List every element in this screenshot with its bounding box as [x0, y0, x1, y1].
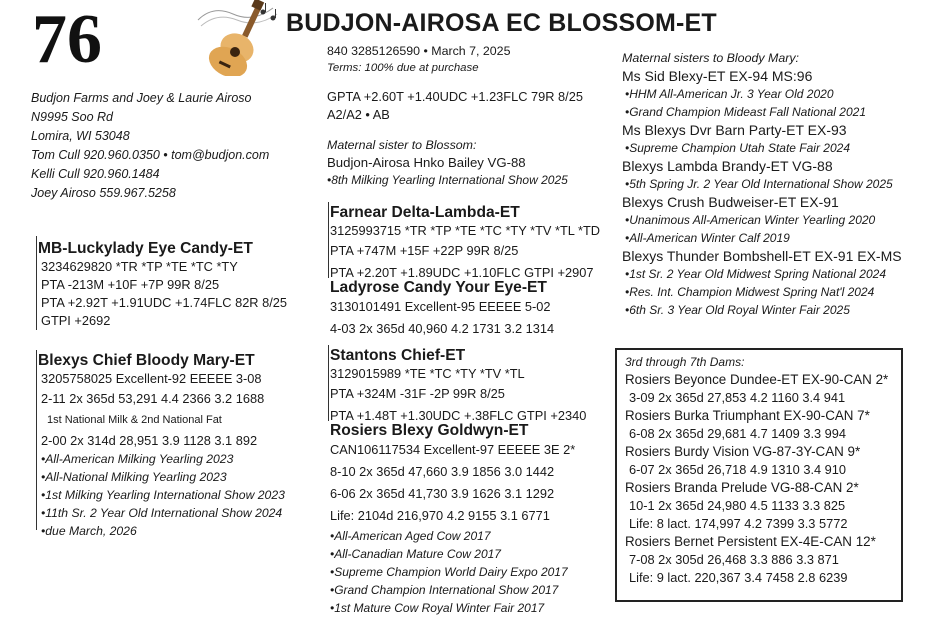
sister-name: Ms Blexys Dvr Barn Party-ET EX-93 — [622, 122, 847, 138]
sister-name: Ms Sid Blexy-ET EX-94 MS:96 — [622, 68, 813, 84]
ancestor-dam-name: Rosiers Burdy Vision VG-87-3Y-CAN 9* — [625, 444, 861, 459]
ancestor-dam-record: 7-08 2x 305d 26,468 3.3 886 3.3 871 — [629, 552, 839, 567]
dam-of-sire-name: Ladyrose Candy Your Eye-ET — [330, 279, 547, 296]
granddam-honor: •All-American Aged Cow 2017 — [330, 529, 491, 543]
contact-tom: Tom Cull 920.960.0350 • tom@budjon.com — [31, 148, 270, 162]
dam-name: Blexys Chief Bloody Mary-ET — [38, 352, 255, 369]
sire-of-sire-line: PTA +747M +15F +22P 99R 8/25 — [330, 243, 519, 258]
granddam-honor: •Grand Champion International Show 2017 — [330, 583, 559, 597]
terms: Terms: 100% due at purchase — [327, 62, 479, 74]
sire-sire-divider — [328, 202, 329, 278]
ancestor-dam-record: 10-1 2x 365d 24,980 4.5 1133 3.3 825 — [629, 498, 846, 513]
lot-number: 76 — [32, 1, 102, 78]
sister-name: Budjon-Airosa Hnko Bailey VG-88 — [327, 155, 526, 170]
box-heading: 3rd through 7th Dams: — [625, 355, 745, 369]
granddam-block — [330, 421, 575, 617]
guitar-icon — [193, 0, 283, 76]
sire-line: PTA -213M +10F +7P 99R 8/25 — [41, 277, 220, 292]
sire-of-dam-line: PTA +1.48T +1.30UDC +.38FLC GTPI +2340 — [330, 408, 587, 423]
ancestor-dam-record: 6-07 2x 365d 26,718 4.9 1310 3.4 910 — [629, 462, 847, 477]
sire-of-dam-name: Stantons Chief-ET — [330, 347, 466, 364]
dam-of-sire-block — [330, 278, 554, 338]
sire-line: GTPI +2692 — [41, 313, 111, 328]
dam-honor: •All-National Milking Yearling 2023 — [41, 470, 227, 484]
sister-note: •All-American Winter Calf 2019 — [625, 231, 790, 245]
dam-of-sire-line: 4-03 2x 365d 40,960 4.2 1731 3.2 1314 — [330, 321, 555, 336]
ancestor-dam-name: Rosiers Burka Triumphant EX-90-CAN 7* — [625, 408, 870, 423]
dam-small-note: 1st National Milk & 2nd National Fat — [47, 414, 222, 426]
page-title: BUDJON-AIROSA EC BLOSSOM-ET — [286, 9, 717, 37]
granddam-record: 8-10 2x 365d 47,660 3.9 1856 3.0 1442 — [330, 464, 555, 479]
maternal-sisters-bloody-mary — [622, 50, 902, 319]
sister-name: Blexys Crush Budweiser-ET EX-91 — [622, 194, 839, 210]
sire-block — [38, 239, 287, 330]
ancestor-dam-name: Rosiers Branda Prelude VG-88-CAN 2* — [625, 480, 859, 495]
sister-note: •6th Sr. 3 Year Old Royal Winter Fair 2025 — [625, 303, 850, 317]
sire-name: MB-Luckylady Eye Candy-ET — [38, 240, 253, 257]
ancestor-dams-box — [615, 348, 903, 602]
granddam-honor: •1st Mature Cow Royal Winter Fair 2017 — [330, 601, 545, 615]
sister-note: •HHM All-American Jr. 3 Year Old 2020 — [625, 87, 834, 101]
sire-divider — [36, 236, 37, 330]
ancestor-dam-record: 6-08 2x 365d 29,681 4.7 1409 3.3 994 — [629, 426, 847, 441]
dam-honor: •11th Sr. 2 Year Old International Show 2024 — [41, 506, 283, 520]
sister-note: •Grand Champion Mideast Fall National 2021 — [625, 105, 866, 119]
sister-note: •5th Spring Jr. 2 Year Old International Show 2025 — [625, 177, 893, 191]
owner-city: Lomira, WI 53048 — [31, 129, 130, 143]
dam-honor: •due March, 2026 — [41, 524, 137, 538]
maternal-sister-blossom — [327, 137, 568, 189]
sire-line: PTA +2.92T +1.91UDC +1.74FLC 82R 8/25 — [41, 295, 288, 310]
dam-block — [38, 351, 285, 540]
sire-of-sire-line: PTA +2.20T +1.89UDC +1.10FLC GTPI +2907 — [330, 265, 594, 280]
granddam-line: CAN106117534 Excellent-97 EEEEE 3E 2* — [330, 442, 576, 457]
animal-info — [327, 42, 583, 124]
sire-of-dam-block — [330, 346, 586, 425]
sire-of-sire-name: Farnear Delta-Lambda-ET — [330, 204, 520, 221]
granddam-honor: •Supreme Champion World Dairy Expo 2017 — [330, 565, 568, 579]
ancestor-dam-record: 3-09 2x 365d 27,853 4.2 1160 3.4 941 — [629, 390, 846, 405]
contact-joey: Joey Airoso 559.967.5258 — [31, 186, 176, 200]
granddam-honor: •All-Canadian Mature Cow 2017 — [330, 547, 501, 561]
sister-note: •8th Milking Yearling International Show 2025 — [327, 173, 568, 187]
ancestor-dam-life: Life: 9 lact. 220,367 3.4 7458 2.8 6239 — [629, 570, 848, 585]
sire-dam-divider — [328, 345, 329, 421]
owner-name: Budjon Farms and Joey & Laurie Airoso — [31, 91, 252, 105]
sire-of-sire-line: 3125993715 *TR *TP *TE *TC *TY *TV *TL *TD — [330, 223, 601, 238]
ancestor-dam-name: Rosiers Bernet Persistent EX-4E-CAN 12* — [625, 534, 876, 549]
sire-of-sire-block — [330, 203, 600, 282]
granddam-record: 6-06 2x 365d 41,730 3.9 1626 3.1 1292 — [330, 486, 555, 501]
animal-id-line: 840 3285126590 • March 7, 2025 — [327, 44, 511, 58]
gpta-line: GPTA +2.60T +1.40UDC +1.23FLC 79R 8/25 — [327, 89, 583, 104]
dam-divider — [36, 350, 37, 530]
section-heading: Maternal sisters to Bloody Mary: — [622, 51, 799, 65]
sister-name: Blexys Thunder Bombshell-ET EX-91 EX-MS — [622, 248, 902, 264]
contact-kelli: Kelli Cull 920.960.1484 — [31, 167, 160, 181]
dam-of-sire-line: 3130101491 Excellent-95 EEEEE 5-02 — [330, 299, 551, 314]
sire-of-dam-line: PTA +324M -31F -2P 99R 8/25 — [330, 386, 505, 401]
genes-line: A2/A2 • AB — [327, 107, 390, 122]
sister-note: •1st Sr. 2 Year Old Midwest Spring National 2024 — [625, 267, 887, 281]
dam-honor: •All-American Milking Yearling 2023 — [41, 452, 234, 466]
granddam-name: Rosiers Blexy Goldwyn-ET — [330, 422, 529, 439]
sire-line: 3234629820 *TR *TP *TE *TC *TY — [41, 259, 238, 274]
owner-address: N9995 Soo Rd — [31, 110, 114, 124]
owner-contact-block — [31, 89, 269, 203]
ancestor-dam-name: Rosiers Beyonce Dundee-ET EX-90-CAN 2* — [625, 372, 889, 387]
dam-honor: •1st Milking Yearling International Show 2023 — [41, 488, 285, 502]
granddam-life: Life: 2104d 216,970 4.2 9155 3.1 6771 — [330, 508, 550, 523]
sister-name: Blexys Lambda Brandy-ET VG-88 — [622, 158, 833, 174]
sister-note: •Res. Int. Champion Midwest Spring Nat'l 2024 — [625, 285, 875, 299]
section-heading: Maternal sister to Blossom: — [327, 138, 477, 152]
dam-record: 2-11 2x 365d 53,291 4.4 2366 3.2 1688 — [41, 391, 265, 406]
sister-note: •Supreme Champion Utah State Fair 2024 — [625, 141, 850, 155]
dam-record: 2-00 2x 314d 28,951 3.9 1128 3.1 892 — [41, 433, 258, 448]
dam-line: 3205758025 Excellent-92 EEEEE 3-08 — [41, 371, 262, 386]
ancestor-dam-life: Life: 8 lact. 174,997 4.2 7399 3.3 5772 — [629, 516, 848, 531]
sire-of-dam-line: 3129015989 *TE *TC *TY *TV *TL — [330, 366, 525, 381]
sister-note: •Unanimous All-American Winter Yearling 2020 — [625, 213, 876, 227]
